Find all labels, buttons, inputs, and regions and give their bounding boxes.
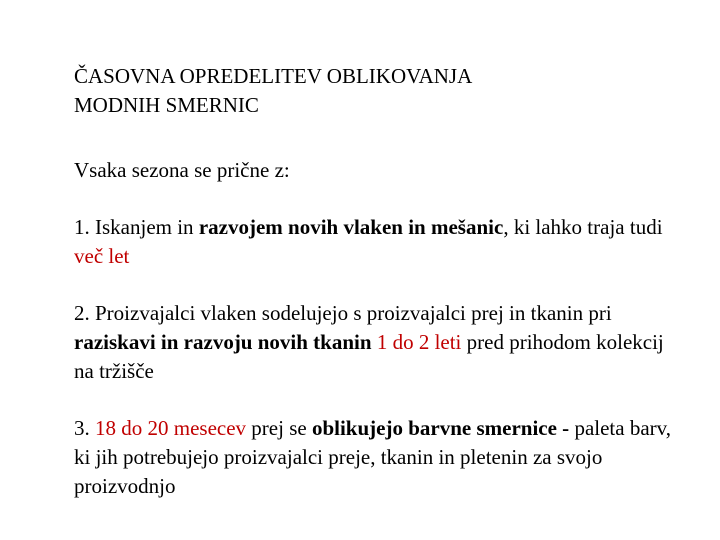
item-1-text-a: 1. Iskanjem in [74,215,199,239]
slide-title [74,62,674,120]
item-1-bold: razvojem novih vlaken in mešanic [198,215,504,239]
item-2-highlight: 1 do 2 leti [376,330,462,354]
list-item-3 [74,414,674,501]
list-item-2 [74,299,674,386]
item-2-bold: raziskavi in razvoju novih tkanin [74,330,372,354]
item-3-text-b: prej se [246,416,312,440]
item-1-highlight: več let [74,244,130,268]
slide-content [74,62,674,529]
item-3-highlight: 18 do 20 mesecev [95,416,247,440]
slide-title-line-1: ČASOVNA OPREDELITEV OBLIKOVANJA [74,64,473,88]
item-2-text-c: pred prihodom kolekcij na tržišče [74,330,664,383]
item-2-text-a: 2. Proizvajalci vlaken sodelujejo s proizvajalci prej in tkanin pri [74,301,612,325]
slide-title-line-2: MODNIH SMERNIC [74,93,259,117]
item-1-text-b: , ki lahko traja tudi [503,215,663,239]
intro-text: Vsaka sezona se prične z: [74,158,290,182]
list-item-1 [74,213,674,271]
item-3-bold: oblikujejo barvne smernice - [311,416,570,440]
item-3-text-c: paleta barv, ki jih potrebujejo proizvajalci preje, tkanin in pletenin za svojo proizvodnjo [74,416,672,498]
item-3-text-a: 3. [74,416,95,440]
